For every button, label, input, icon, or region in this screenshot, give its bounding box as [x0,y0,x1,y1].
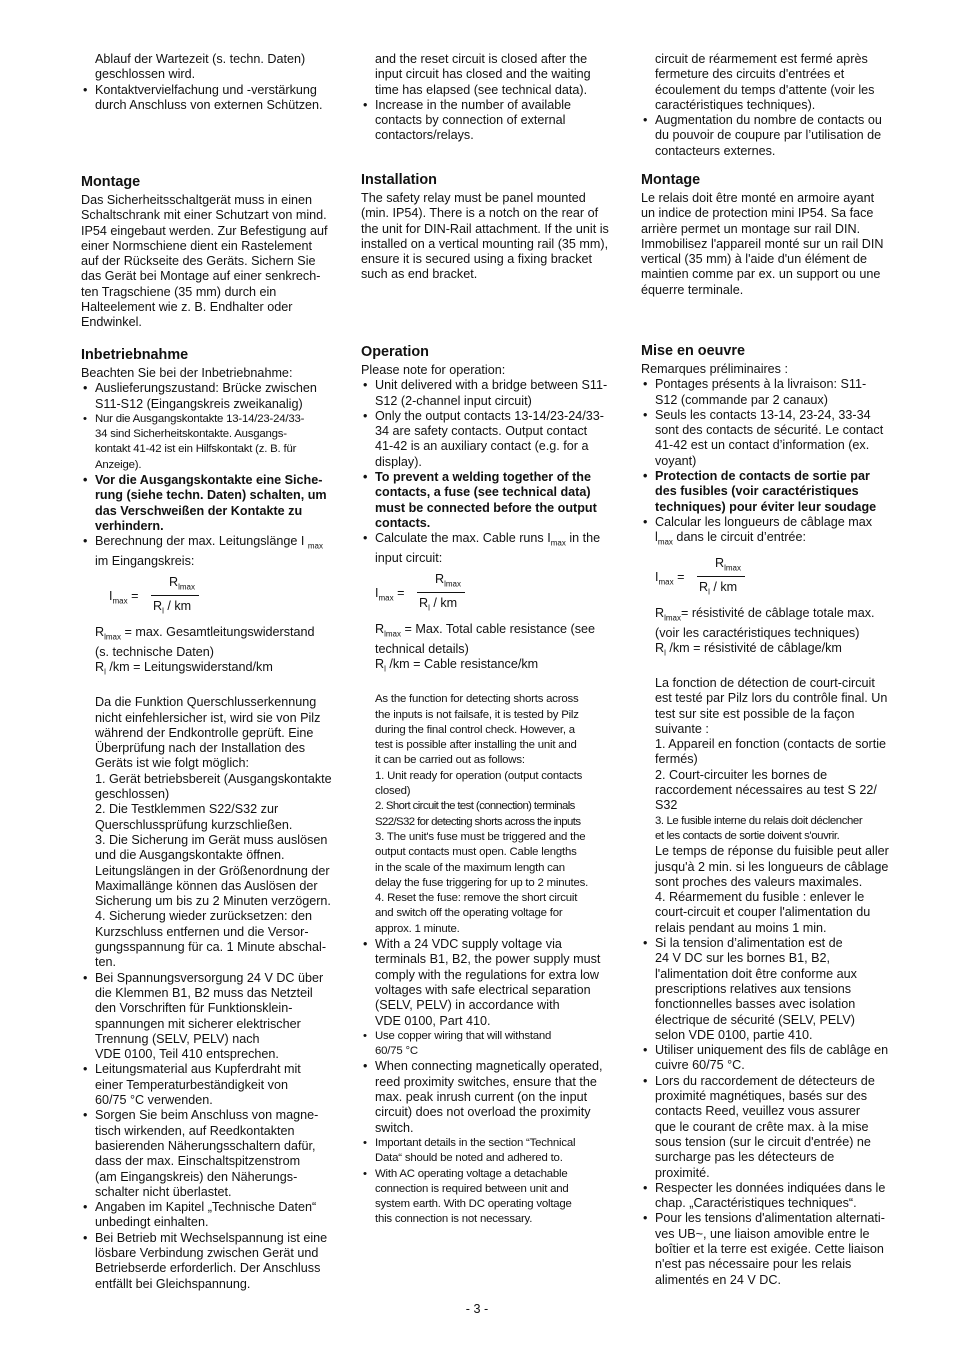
en-intro [361,52,619,144]
en-op-bullet-4: • Calculate the max. Cable runs $I_{max}$ in the input circuit: [361,531,619,566]
de-ib-bullet-3: • Vor die Ausgangskontakte eine Siche- rung (siehe techn. Daten) schalten, um das Verschweißen der Kontakte zu verhindern. [81,473,339,534]
de-bullet-8: • Angaben im Kapitel „Technische Daten“ unbedingt einhalten. [81,1200,339,1231]
fr-test-text-c: Le temps de réponse du fuisible peut aller jusqu'à 2 min. si les longueurs de câblage sont proches des valeurs maximales. 4. Réarmement du fusible : enlever le court-circuit et couper l'alimentation du relais pendant au moins 1 min. [655,844,889,935]
fr-mo-bullet-1: • Pontages présents à la livraison: S11- S12 (commande par 2 canaux) [641,377,899,408]
en-test-text-b: 2. Short circuit the test (connection) terminals S22/S32 for detecting shorts across the inputs [375,800,581,828]
de-ib-bullet-1: • Auslieferungszustand: Brücke zwischen S11-S12 (Eingangskreis zweikanalig) [81,381,339,412]
en-installation-text: The safety relay must be panel mounted (min. IP54). There is a notch on the rear of the unit for DIN-Rail attachment. If the unit is installed on a vertical mounting rail (35 mm), ensure it is secured using a fixing bracket such as end bracket. [361,191,609,282]
page-number: - 3 - [465,1302,489,1316]
en-intro-text: and the reset circuit is closed after the input circuit has closed and the waiting time has elapsed (see technical data). [375,52,591,97]
fr-mise-en-oeuvre-section [641,343,899,1288]
de-inbetriebnahme-heading: Inbetriebnahme [81,347,189,363]
fr-bullet-9: • Pour les tensions d'alimentation alternati- ves UB~, une liaison amovible entre le boîtier et la terre est exigée. Cette liaison n'est pas nécessaire pour les relais alimentés en 24 V DC. [641,1211,899,1287]
fr-mise-en-oeuvre-heading: Mise en oeuvre [641,343,745,359]
de-montage-text: Das Sicherheitsschaltgerät muss in einen Schaltschrank mit einer Schutzart von mind. IP54 eingebaut werden. Zur Befestigung auf einer Normschiene dient ein Rastelement auf der Rückseite des Geräts. Sichern Sie das Gerät bei Montage auf einer senkrech- ten Tragschiene (35 mm) durch ein Halteelement wie z. B. Endhalter oder Endwinkel. [81,193,328,330]
en-test-text-a: As the function for detecting shorts across the inputs is not failsafe, it is tested by Pilz during the final control check. However, a test is possible after installing the unit and it can be carried out as follows: 1. Unit ready for operation (output contacts closed) [375,693,583,798]
de-bullet-9: • Bei Betrieb mit Wechselspannung ist eine lösbare Verbindung zwischen Gerät und Betriebserde erforderlich. Der Anschluss entfällt bei Gleichspannung. [81,1231,339,1292]
fr-mo-bullet-2: • Seuls les contacts 13-14, 23-24, 33-34 sont des contacts de sécurité. Le contact 41-42 est un contact d’information (ex. voyant) [641,408,899,469]
fr-bullet-7: • Lors du raccordement de détecteurs de proximité magnétiques, basés sur des contacts Reed, veuillez vous assurer que le courant de crête max. à la mise sous tension (sur le circuit d'entrée) ne surcharge pas les détecteurs de proximité. [641,1074,899,1181]
de-test-text: Da die Funktion Querschlusserkennung nicht einfehlersicher ist, wird sie von Pilz während der Endkontrolle geprüft. Eine Überprüfung nach der Installation des Geräts ist wie folgt möglich: 1. Gerät betriebsbereit (Ausgangskontakte geschlossen) 2. Die Testklemmen S22/S32 zur Querschlussprüfung kurzschließen. 3. Die Sicherung im Gerät muss auslösen und die Ausgangskontakte öffnen. Leitungslängen in der Größenordnung der Maximallänge können das Auslösen der Sicherung um bis zu 2 Minuten verzögern. 4. Sicherung wieder zurücksetzen: den Kurzschluss entfernen und die Versor- gungsspannung für ca. 1 Minute abschal- ten. [95,695,332,970]
de-definitions: $R_{lmax} = \max$. Gesamtleitungswiderstand (s. technische Daten) $R_l$ /km = Leitungswiderstand/km [95,625,315,677]
de-intro-text: Ablauf der Wartezeit (s. techn. Daten) geschlossen wird. [95,52,306,82]
en-definitions: $R_{lmax}$ = Max. Total cable resistance (see technical details) $R_l$ /km = Cable resistance/km [375,622,596,674]
de-bullet-7: • Sorgen Sie beim Anschluss von magne- tisch wirkenden, auf Reedkontakten basierenden Näherungsschaltern dafür, dass der max. Einschaltspitzenstrom (am Eingangskreis) den Näherungs- schalter nicht überlastet. [81,1108,339,1200]
en-op-bullet-3: • To prevent a welding together of the contacts, a fuse (see technical data) must be connected before the output contacts. [361,470,619,531]
fr-mo-bullet-4: • Calcular les longueurs de câblage max $l_{max}$ dans le circuit d’entrée: [641,515,899,550]
de-montage-heading: Montage [81,174,141,190]
de-ib-intro: Beachten Sie bei der Inbetriebnahme: [81,366,293,380]
fr-montage-heading: Montage [641,172,701,188]
fr-test-text-b: 3. Le fusible interne du relais doit déclencher et les contacts de sortie doivent s'ouvrir. [655,814,863,842]
fr-mo-intro: Remarques préliminaires : [641,362,788,376]
fr-bullet-8: • Respecter les données indiquées dans le chap. „Caractéristiques techniques“. [641,1181,899,1212]
en-op-intro: Please note for operation: [361,363,506,377]
en-bullet-9: • With AC operating voltage a detachable connection is required between unit and system earth. With DC operating voltage this connection is not necessary. [361,1167,619,1228]
de-ib-bullet-4: • Berechnung der max. Leitungslänge I $_{max}$ im Eingangskreis: [81,534,339,569]
fr-intro-text: circuit de réarmement est fermé après fermeture des circuits d'entrées et écoulement du temps d'attente (voir les caractéristiques techniques). [655,52,875,112]
de-intro-bullet: • Kontaktvervielfachung und -verstärkung durch Anschluss von externen Schützen. [81,83,339,114]
de-formula: $I_{max}$ = $R_{lmax}$ $R_l$ / km [109,575,339,621]
de-intro [81,52,339,113]
en-test-text-c: 3. The unit's fuse must be triggered and the output contacts must open. Cable lengths in the scale of the maximum length can delay the fuse triggering for up to 2 minutes. 4. Reset the fuse: remove the short circuit and switch off the operating voltage for approx. 1 minute. [375,830,589,935]
en-bullet-7: • When connecting magnetically operated, reed proximity switches, ensure that the max. peak inrush current (on the input circuit) does not overload the proximity switch. [361,1059,619,1135]
fr-montage-section [641,172,899,298]
de-bullet-5: • Bei Spannungsversorgung 24 V DC über die Klemmen B1, B2 muss das Netzteil den Vorschriften für Funktionsklein- spannungen mit sicherer elektrischer Trennung (SELV, PELV) nach VDE 0100, Teil 410 entsprechen. [81,971,339,1063]
de-ib-bullet-2: • Nur die Ausgangskontakte 13-14/23-24/33- 34 sind Sicherheitskontakte. Ausgangs- kontakt 41-42 ist ein Hilfskontakt (z. B. für Anzeige). [81,412,339,473]
en-op-bullet-2: • Only the output contacts 13-14/23-24/33- 34 are safety contacts. Output contact 41-42 is an auxiliary contact (e.g. for a display). [361,409,619,470]
de-bullet-6: • Leitungsmaterial aus Kupferdraht mit einer Temperaturbeständigkeit von 60/75 °C verwenden. [81,1062,339,1108]
de-inbetriebnahme-section [81,347,339,1292]
fr-mo-bullet-3: • Protection de contacts de sortie par des fusibles (voir caractéristiques techniques) pour éviter leur soudage [641,469,899,515]
en-bullet-5: • With a 24 VDC supply voltage via terminals B1, B2, the power supply must comply with the regulations for extra low voltages with safe electrical separation (SELV, PELV) in accordance with VDE 0100, Part 410. [361,937,619,1029]
en-intro-bullet: • Increase in the number of available contacts by connection of external contactors/relays. [361,98,619,144]
en-operation-section [361,344,619,1228]
fr-bullet-5: • Si la tension d’alimentation est de 24 V DC sur les bornes B1, B2, l'alimentation doit être conforme aux prescriptions relatives aux tensions fonctionnelles basses avec isolation électrique de sécurité (SELV, PELV) selon VDE 0100, partie 410. [641,936,899,1043]
fr-test-text-a: La fonction de détection de court-circuit est testé par Pilz lors du contrôle final. Un test sur site est possible de la façon suivante : 1. Appareil en fonction (contacts de sortie fermés) 2. Court-circuiter les bornes de raccordement nécessaires au test S 22/ S32 [655,676,888,813]
fr-formula: $I_{max}$ = $R_{lmax}$ $R_l$ / km [655,556,899,602]
fr-intro [641,52,899,159]
fr-definitions: $R_{lmax}=$ résistivité de câblage totale max. (voir les caractéristiques techniques) $R_l$ /km = résistivité de câblage/km [655,606,875,658]
en-formula: $I_{max}$ = $R_{lmax}$ $R_l$ / km [375,572,619,618]
fr-intro-bullet: • Augmentation du nombre de contacts ou du pouvoir de coupure par l’utilisation de contacteurs externes. [641,113,899,159]
en-installation-heading: Installation [361,172,437,188]
fr-bullet-6: • Utiliser uniquement des fils de cablâge en cuivre 60/75 °C. [641,1043,899,1074]
en-bullet-8: • Important details in the section “Technical Data“ should be noted and adhered to. [361,1136,619,1167]
en-op-bullet-1: • Unit delivered with a bridge between S11- S12 (2-channel input circuit) [361,378,619,409]
fr-montage-text: Le relais doit être monté en armoire ayant un indice de protection mini IP54. Sa face arrière permet un montage sur rail DIN. Immobilisez l'appareil monté sur un rail DIN vertical (35 mm) à l'aide d'un élément de maintien comme par ex. un support ou une équerre terminale. [641,191,884,297]
en-operation-heading: Operation [361,344,429,360]
en-installation-section [361,172,619,283]
en-bullet-6: • Use copper wiring that will withstand 60/75 °C [361,1029,619,1060]
de-montage-section [81,174,339,331]
